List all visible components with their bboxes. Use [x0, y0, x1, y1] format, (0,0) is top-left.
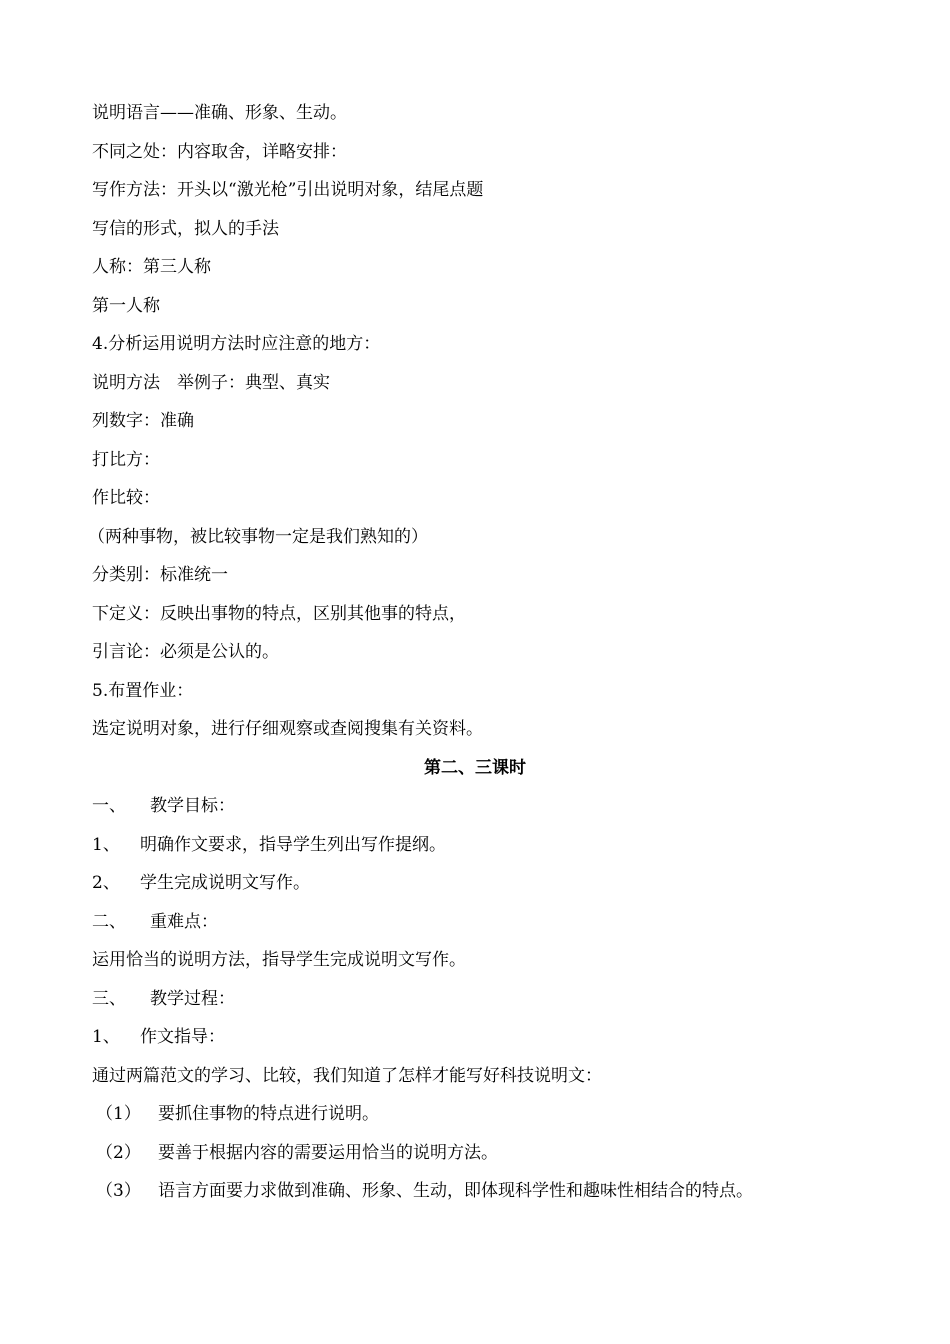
heading-label: 重难点： [150, 912, 218, 932]
text-line: 说明方法 举例子：典型、真实 [92, 373, 330, 393]
section-title: 第二、三课时 [424, 758, 526, 778]
list-item [96, 1142, 498, 1164]
list-item [92, 1026, 225, 1048]
text-line: 引言论：必须是公认的。 [92, 642, 279, 662]
heading-key-points [92, 911, 218, 933]
list-text: 语言方面要力求做到准确、形象、生动，即体现科学性和趣味性相结合的特点。 [158, 1181, 753, 1201]
heading-process [92, 988, 235, 1010]
text-line: 列数字：准确 [92, 411, 194, 431]
list-number: 1、 [92, 835, 120, 855]
list-item [92, 834, 446, 856]
list-number: 二、 [92, 912, 126, 932]
list-number: （1） [96, 1104, 141, 1124]
text-line: 分类别：标准统一 [92, 565, 228, 585]
text-line: 不同之处：内容取舍，详略安排： [92, 142, 347, 162]
list-item [96, 1103, 379, 1125]
text-line: 运用恰当的说明方法，指导学生完成说明文写作。 [92, 950, 466, 970]
text-line: 说明语言——准确、形象、生动。 [92, 103, 347, 123]
list-number: 三、 [92, 989, 126, 1009]
text-line: 写信的形式，拟人的手法 [92, 219, 279, 239]
text-line: 下定义：反映出事物的特点，区别其他事的特点， [92, 604, 466, 624]
text-line: 5.布置作业： [92, 681, 194, 701]
list-text: 明确作文要求，指导学生列出写作提纲。 [140, 835, 446, 855]
text-line: 4.分析运用说明方法时应注意的地方： [92, 334, 381, 354]
text-line: 第一人称 [92, 296, 160, 316]
text-line: 通过两篇范文的学习、比较，我们知道了怎样才能写好科技说明文： [92, 1066, 602, 1086]
list-text: 要抓住事物的特点进行说明。 [158, 1104, 379, 1124]
list-item [92, 872, 310, 894]
heading-objectives [92, 795, 235, 817]
heading-label: 教学过程： [150, 989, 235, 1009]
text-line: 选定说明对象，进行仔细观察或查阅搜集有关资料。 [92, 719, 483, 739]
text-line: （两种事物，被比较事物一定是我们熟知的） [88, 527, 428, 547]
list-item [96, 1180, 753, 1202]
list-number: 一、 [92, 796, 126, 816]
list-text: 要善于根据内容的需要运用恰当的说明方法。 [158, 1143, 498, 1163]
text-line: 作比较： [92, 488, 160, 508]
list-text: 作文指导： [140, 1027, 225, 1047]
list-text: 学生完成说明文写作。 [140, 873, 310, 893]
heading-label: 教学目标： [150, 796, 235, 816]
list-number: 1、 [92, 1027, 120, 1047]
list-number: （2） [96, 1143, 141, 1163]
text-line: 打比方： [92, 450, 160, 470]
text-line: 人称：第三人称 [92, 257, 211, 277]
list-number: （3） [96, 1181, 141, 1201]
list-number: 2、 [92, 873, 120, 893]
text-line: 写作方法：开头以“激光枪”引出说明对象，结尾点题 [92, 180, 484, 200]
